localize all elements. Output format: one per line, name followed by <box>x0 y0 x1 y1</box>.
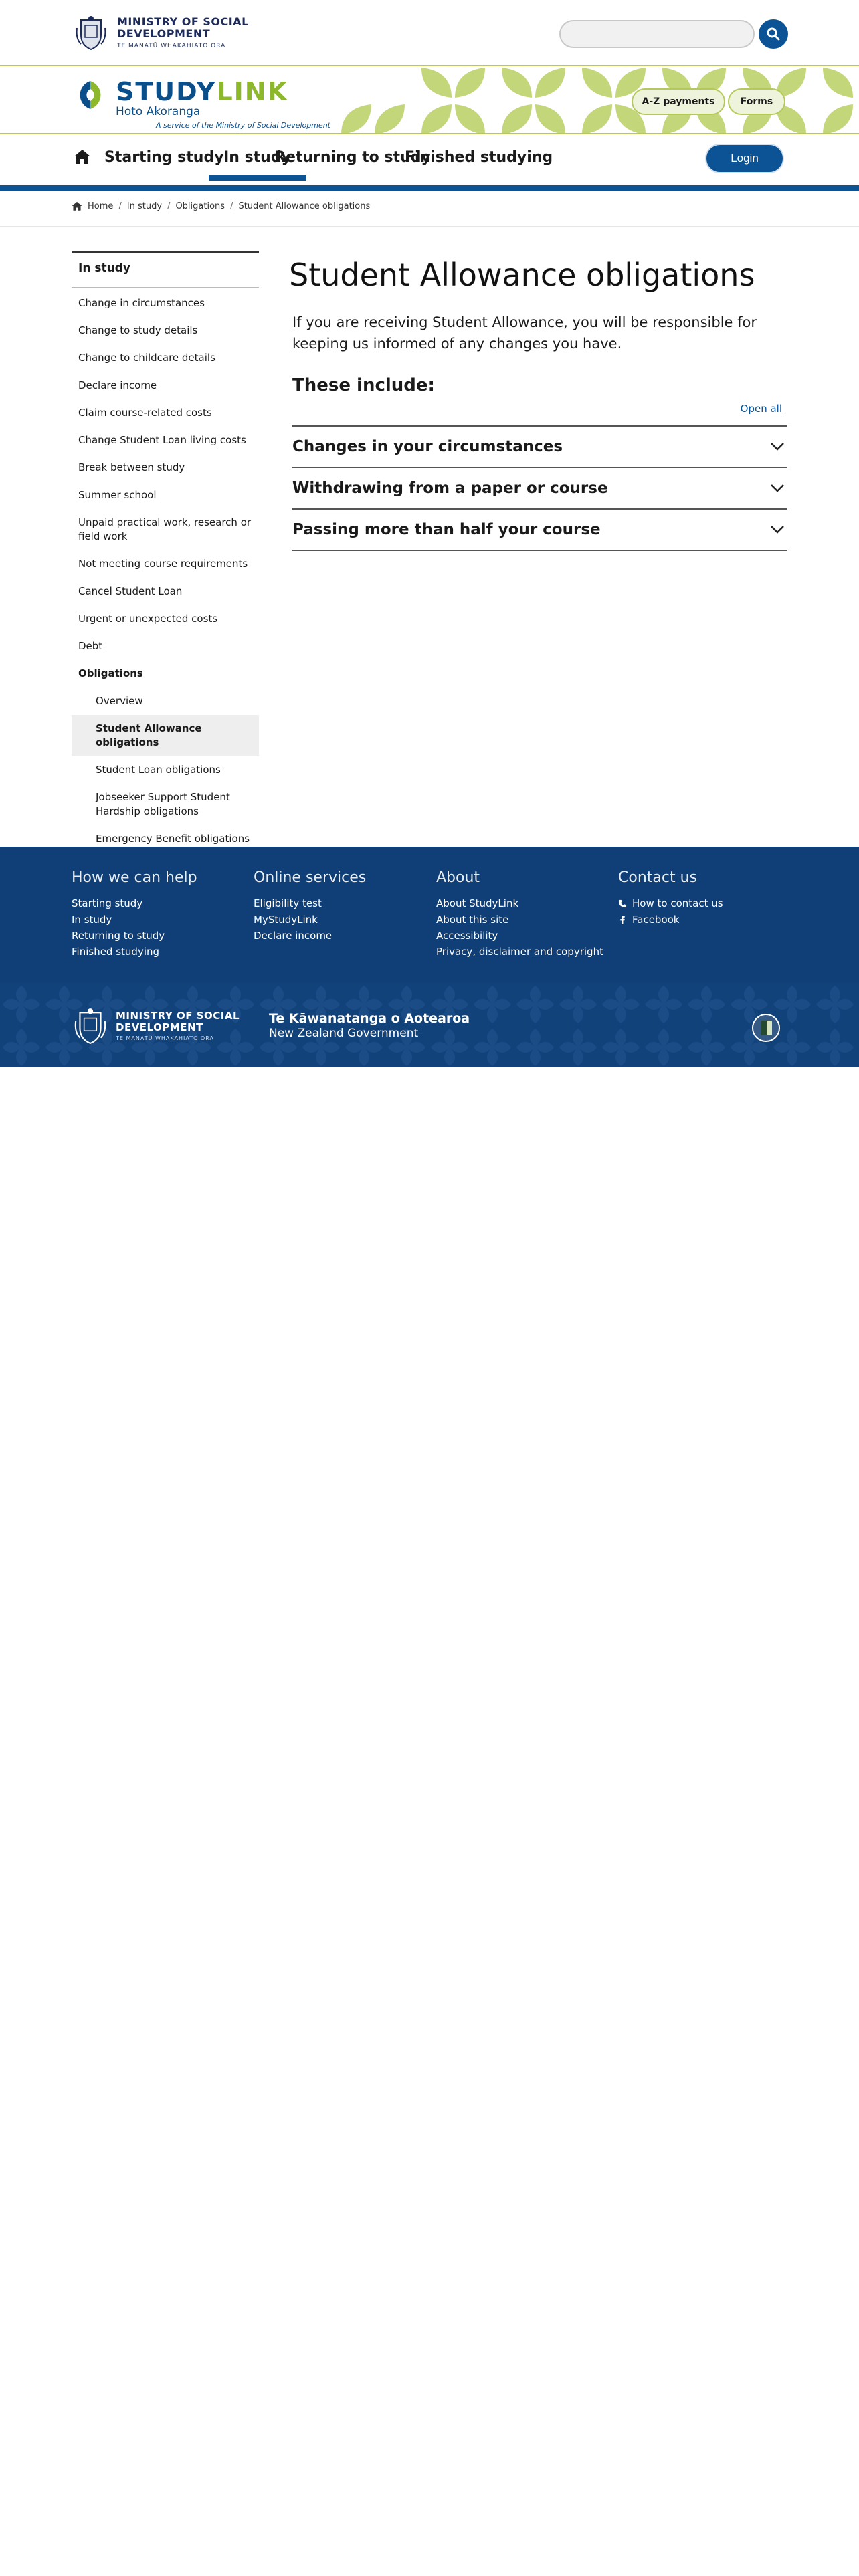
breadcrumb-home[interactable]: Home <box>88 201 114 211</box>
sidebar-item-declare-income[interactable]: Declare income <box>78 379 157 391</box>
footer-link[interactable]: Accessibility <box>436 930 498 942</box>
nav-in-study[interactable]: In study <box>209 146 306 181</box>
sidebar-subitem-overview[interactable]: Overview <box>96 695 143 707</box>
sidebar-subitem-student-loan-obligations[interactable]: Student Loan obligations <box>96 764 221 776</box>
sidebar-item-obligations[interactable]: Obligations <box>78 667 143 679</box>
footer-link[interactable]: Starting study <box>72 897 143 909</box>
nz-crest-icon <box>72 1007 109 1045</box>
nav-returning-to-study[interactable]: Returning to study <box>274 149 431 166</box>
footer-column-about <box>436 869 603 960</box>
site-footer <box>0 847 859 983</box>
footer-link[interactable]: Privacy, disclaimer and copyright <box>436 946 603 958</box>
gov-english-name: New Zealand Government <box>269 1027 419 1040</box>
accordion-label: Withdrawing from a paper or course <box>292 479 608 497</box>
footer-msd-line3: TE MANATŪ WHAKAHIATO ORA <box>116 1035 214 1041</box>
sidebar-item-cancel-student-loan[interactable]: Cancel Student Loan <box>78 585 183 597</box>
footer-link[interactable]: Eligibility test <box>254 897 322 909</box>
sidebar-item-break-between-study[interactable]: Break between study <box>78 461 185 473</box>
sidebar-item-debt[interactable]: Debt <box>78 640 103 652</box>
main-navigation <box>0 136 859 185</box>
breadcrumb <box>0 191 859 227</box>
home-nav-link[interactable] <box>74 148 92 167</box>
sidebar-item-change-student-loan-living-costs[interactable]: Change Student Loan living costs <box>78 434 246 446</box>
accordion-label: Changes in your circumstances <box>292 438 563 455</box>
search-input[interactable] <box>559 20 755 48</box>
home-icon <box>74 148 91 165</box>
accordion-label: Passing more than half your course <box>292 521 601 538</box>
msd-name-line1: MINISTRY OF SOCIAL <box>117 15 249 28</box>
breadcrumb-obligations[interactable]: Obligations <box>175 201 225 211</box>
breadcrumb-separator: / <box>167 201 171 211</box>
chevron-down-icon <box>770 484 785 493</box>
footer-column-title: How we can help <box>72 869 197 886</box>
msd-name-line2: DEVELOPMENT <box>117 27 211 40</box>
nz-crest-icon <box>72 15 110 51</box>
studylink-maori-name: Hoto Akoranga <box>116 105 201 118</box>
gov-maori-name: Te Kāwanatanga o Aotearoa <box>269 1011 470 1026</box>
nav-starting-study[interactable]: Starting study <box>104 149 224 166</box>
sidebar-item-unpaid-practical-work[interactable]: Unpaid practical work, research or field work <box>78 516 252 542</box>
breadcrumb-in-study[interactable]: In study <box>126 201 163 211</box>
accessibility-badge-icon[interactable] <box>752 1014 780 1042</box>
search-button[interactable] <box>759 19 788 49</box>
forms-button[interactable]: Forms <box>728 88 785 115</box>
login-button[interactable]: Login <box>705 144 784 173</box>
breadcrumb-current: Student Allowance obligations <box>238 201 371 211</box>
breadcrumb-separator: / <box>230 201 233 211</box>
main-content <box>289 251 787 538</box>
phone-icon <box>618 899 627 908</box>
sidebar-item-not-meeting-course-requirements[interactable]: Not meeting course requirements <box>78 558 248 570</box>
sidebar-subitem-jobseeker-support-obligations[interactable]: Jobseeker Support Student Hardship obligations <box>96 791 230 817</box>
footer-column-title: Contact us <box>618 869 697 886</box>
footer-column-online-services <box>254 869 366 944</box>
footer-msd-logo-link[interactable] <box>72 1007 240 1045</box>
footer-link[interactable]: About StudyLink <box>436 897 519 909</box>
sidebar-item-summer-school[interactable]: Summer school <box>78 489 157 501</box>
nav-finished-studying[interactable]: Finished studying <box>405 149 553 166</box>
chevron-down-icon <box>770 525 785 534</box>
nz-government-logo-link[interactable] <box>269 1011 470 1041</box>
footer-link-contact[interactable]: How to contact us <box>618 895 723 911</box>
az-payments-button[interactable]: A-Z payments <box>632 88 725 115</box>
sidebar-item-urgent-or-unexpected-costs[interactable]: Urgent or unexpected costs <box>78 613 218 625</box>
msd-logo-link[interactable] <box>72 15 249 51</box>
section-subheading: These include: <box>292 375 435 395</box>
footer-bottom <box>0 983 859 1067</box>
footer-column-help <box>72 869 197 960</box>
lead-paragraph: If you are receiving Student Allowance, you will be responsible for keeping us informed of any changes you have. <box>292 314 757 352</box>
sidebar-item-change-to-study-details[interactable]: Change to study details <box>78 324 198 336</box>
msd-maori-name: TE MANATŪ WHAKAHIATO ORA <box>117 43 226 49</box>
msd-top-bar <box>0 0 859 66</box>
page-title: Student Allowance obligations <box>289 257 755 293</box>
studylink-wordmark: STUDYLINK <box>116 77 289 106</box>
footer-link[interactable]: Finished studying <box>72 946 160 958</box>
nav-divider <box>0 185 859 191</box>
studylink-tagline: A service of the Ministry of Social Development <box>156 121 330 130</box>
footer-msd-line2: DEVELOPMENT <box>116 1021 203 1033</box>
footer-link-facebook[interactable]: Facebook <box>618 911 723 928</box>
studylink-logo-link[interactable] <box>72 78 330 130</box>
accordion-item[interactable] <box>292 427 787 468</box>
footer-link[interactable]: Returning to study <box>72 930 165 942</box>
footer-column-title: Online services <box>254 869 367 886</box>
breadcrumb-separator: / <box>118 201 122 211</box>
sidebar-title[interactable]: In study <box>72 251 259 288</box>
studylink-logo-icon <box>72 78 109 112</box>
footer-msd-line1: MINISTRY OF SOCIAL <box>116 1010 240 1022</box>
accordion-item[interactable] <box>292 510 787 551</box>
home-icon <box>72 201 82 211</box>
footer-link[interactable]: In study <box>72 914 112 926</box>
sidebar-subitem-emergency-benefit-obligations[interactable]: Emergency Benefit obligations <box>96 833 250 845</box>
obligations-accordion <box>292 425 787 551</box>
search-icon <box>767 27 780 41</box>
sidebar-item-change-to-childcare-details[interactable]: Change to childcare details <box>78 352 215 364</box>
open-all-link[interactable]: Open all <box>740 403 782 415</box>
footer-link[interactable]: MyStudyLink <box>254 914 318 926</box>
accordion-item[interactable] <box>292 468 787 510</box>
footer-column-contact <box>618 869 723 928</box>
sidebar-nav <box>72 251 259 846</box>
footer-column-title: About <box>436 869 480 886</box>
chevron-down-icon <box>770 442 785 451</box>
footer-link[interactable]: About this site <box>436 914 509 926</box>
footer-link[interactable]: Declare income <box>254 930 332 942</box>
facebook-icon <box>618 916 627 924</box>
sidebar-item-claim-course-related-costs[interactable]: Claim course-related costs <box>78 407 212 419</box>
sidebar-item-change-in-circumstances[interactable]: Change in circumstances <box>78 297 205 309</box>
sidebar-subitem-student-allowance-obligations[interactable]: Student Allowance obligations <box>72 715 259 756</box>
studylink-header <box>0 68 859 134</box>
